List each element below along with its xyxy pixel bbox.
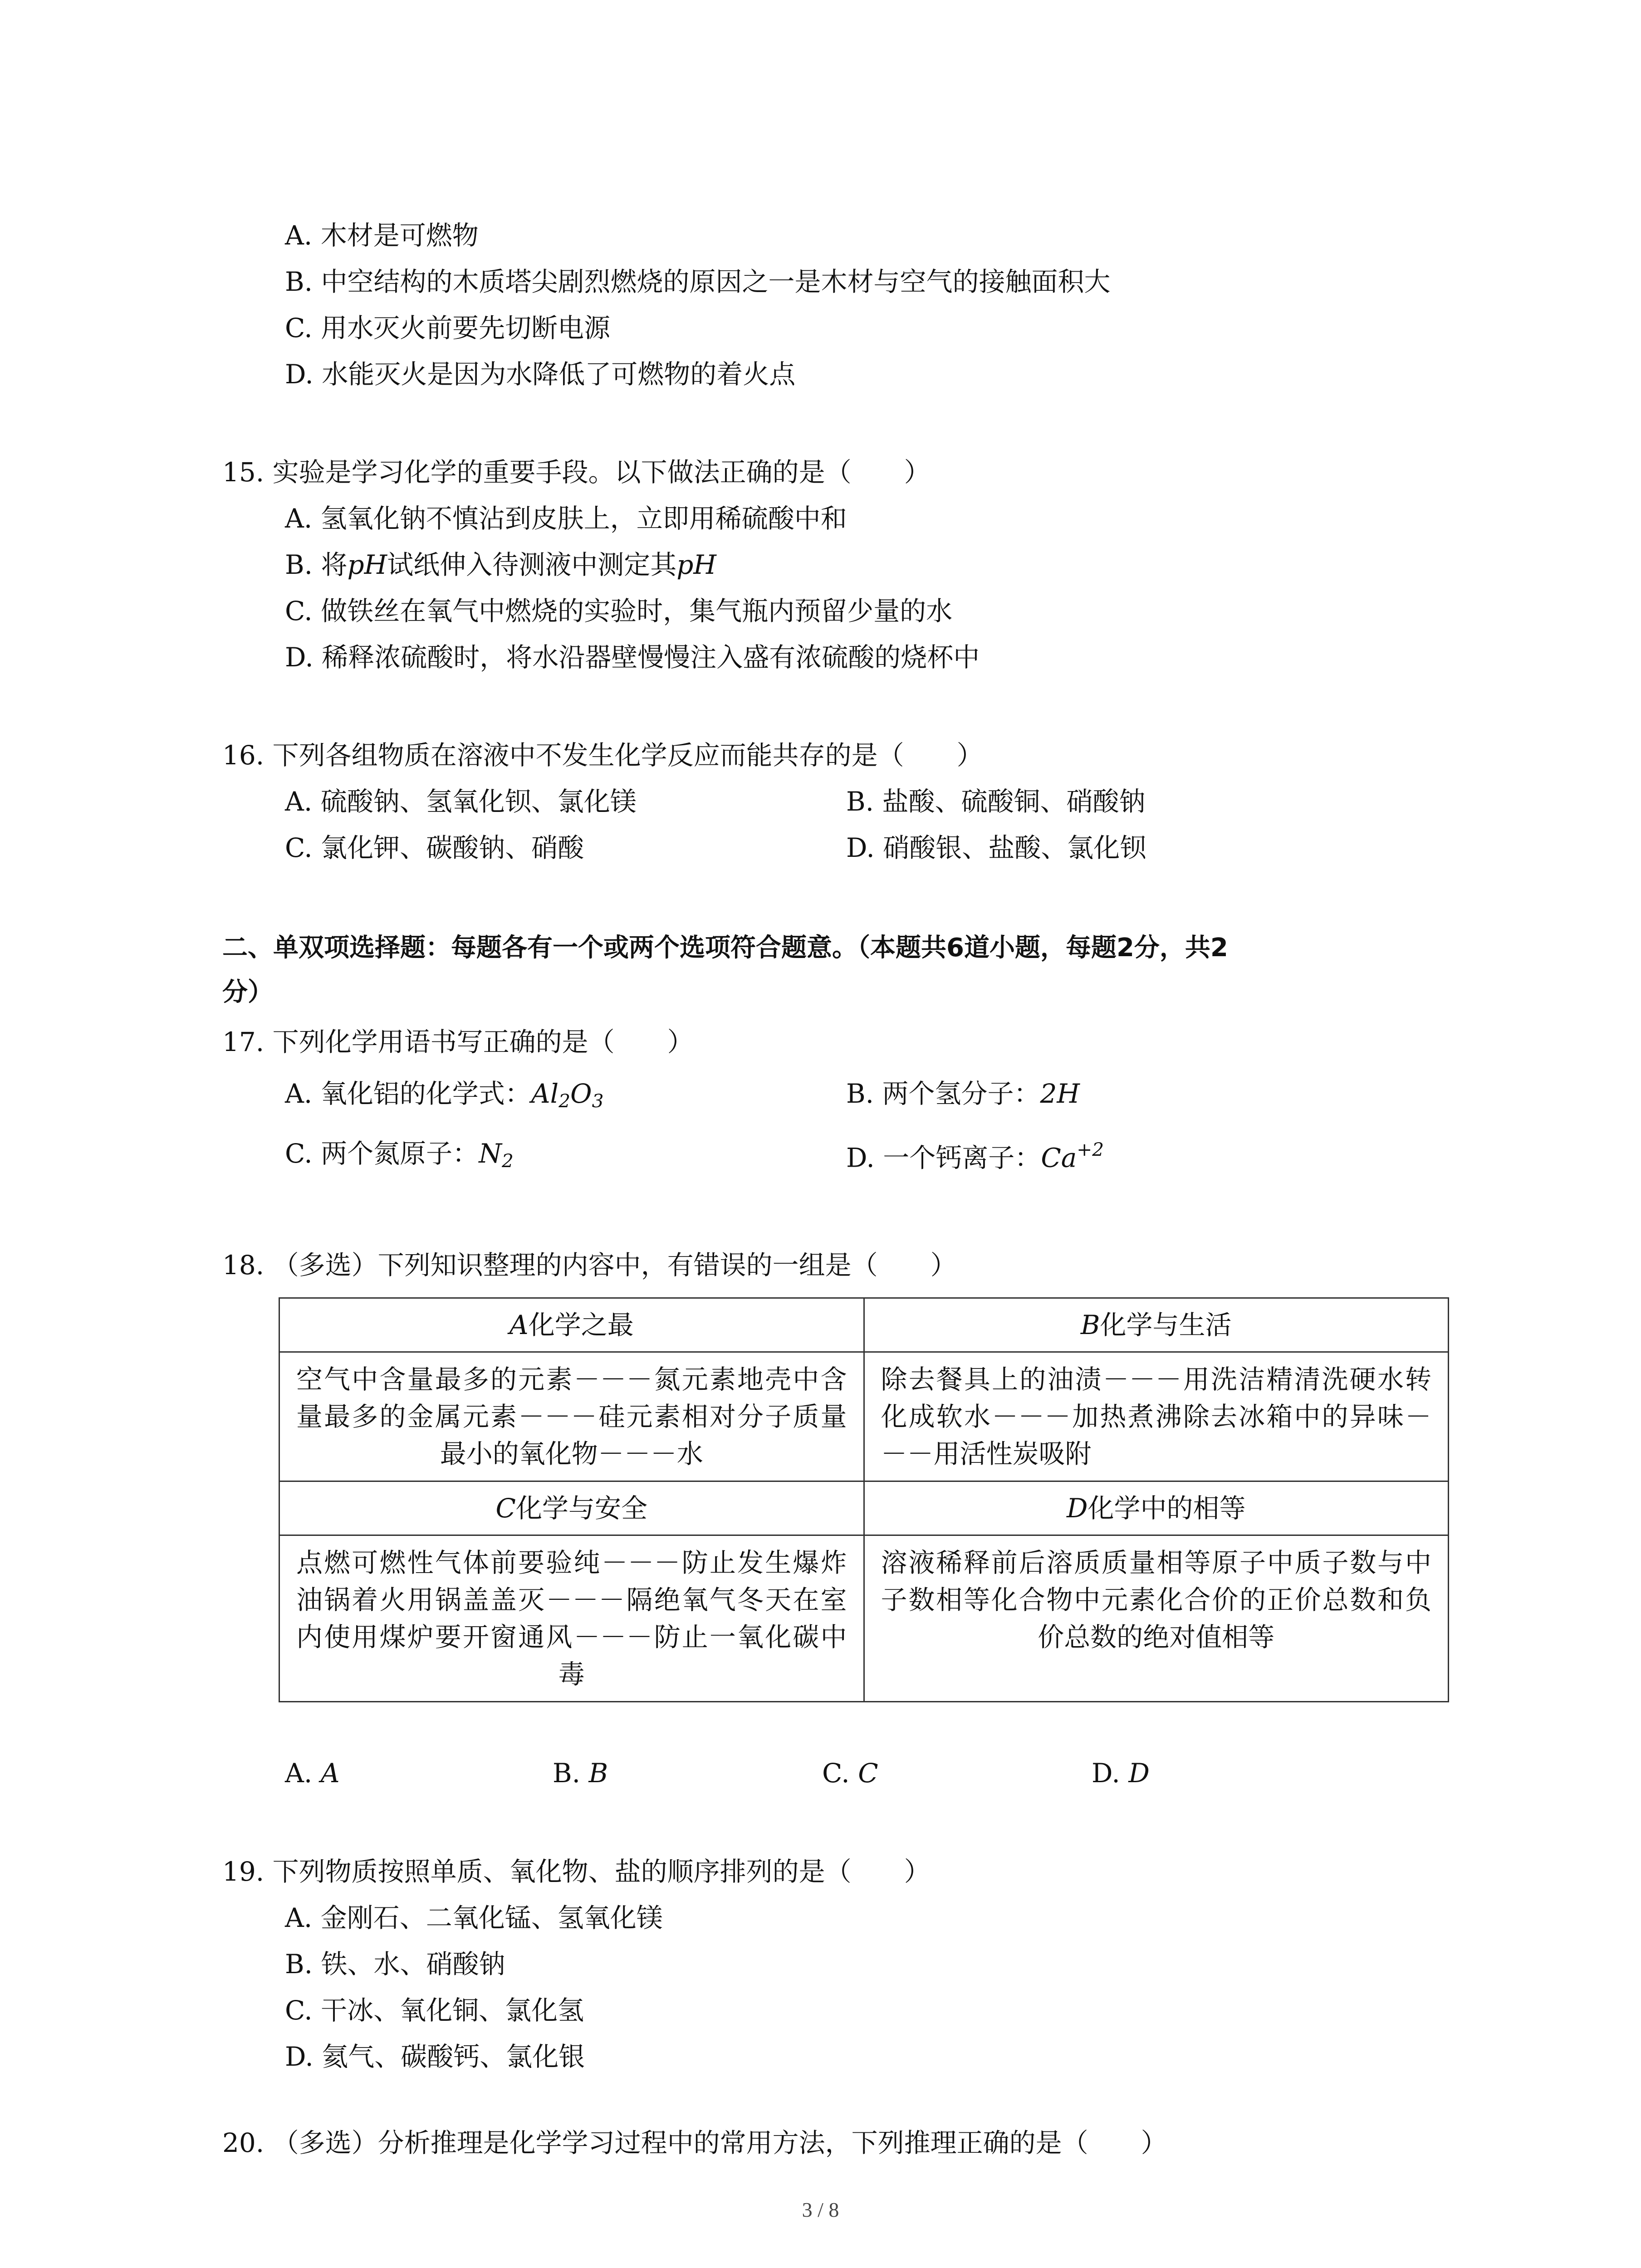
formula-superscript: +2 bbox=[1077, 1139, 1104, 1160]
q17-option-d-label: D. 一个钙离子： bbox=[846, 1142, 1041, 1173]
header-title: 化学之最 bbox=[528, 1310, 634, 1340]
header-letter: C bbox=[495, 1493, 516, 1524]
q17-stem: 17. 下列化学用语书写正确的是（ ） bbox=[222, 1026, 694, 1057]
header-letter: A bbox=[509, 1310, 529, 1340]
table-header-b bbox=[864, 1298, 1449, 1352]
q16-option-a: A. 硫酸钠、氢氧化钡、氯化镁 bbox=[285, 786, 637, 817]
option-label: A. bbox=[285, 1758, 313, 1789]
table-cell-d: 溶液稀释前后溶质质量相等原子中质子数与中子数相等化合物中元素化合价的正价总数和负价总数的绝对值相等 bbox=[864, 1535, 1449, 1702]
q20-stem: 20. （多选）分析推理是化学学习过程中的常用方法，下列推理正确的是（ ） bbox=[222, 2127, 1167, 2158]
q17-option-c bbox=[285, 1140, 514, 1170]
q18-option-a bbox=[285, 1758, 340, 1789]
option-label: D. bbox=[1092, 1758, 1120, 1789]
formula-subscript: 2 bbox=[558, 1090, 571, 1112]
ph-symbol: pH bbox=[347, 549, 387, 580]
q19-option-c: C. 干冰、氧化铜、氯化氢 bbox=[285, 1995, 584, 2026]
header-letter: D bbox=[1066, 1493, 1088, 1524]
section-heading-cont: 分） bbox=[222, 978, 273, 1007]
q16-option-c: C. 氯化钾、碳酸钠、硝酸 bbox=[285, 832, 584, 863]
formula-part: O bbox=[570, 1078, 592, 1109]
q18-option-d bbox=[1092, 1758, 1150, 1789]
q15-option-b-prefix: B. 将 bbox=[285, 549, 348, 580]
option-value: A bbox=[320, 1758, 340, 1789]
q16-option-d: D. 硝酸银、盐酸、氯化钡 bbox=[846, 832, 1146, 863]
q17-option-b-label: B. 两个氢分子： bbox=[846, 1078, 1040, 1109]
table-cell-a: 空气中含量最多的元素－－－氮元素地壳中含量最多的金属元素－－－硅元素相对分子质量最小的氧化物－－－水 bbox=[279, 1352, 864, 1481]
q18-option-c bbox=[822, 1758, 878, 1789]
q15-option-d: D. 稀释浓硫酸时，将水沿器壁慢慢注入盛有浓硫酸的烧杯中 bbox=[285, 642, 980, 673]
section-heading: 二、单双项选择题：每题各有一个或两个选项符合题意。（本题共6道小题，每题2分，共2 bbox=[222, 933, 1228, 963]
q19-stem: 19. 下列物质按照单质、氧化物、盐的顺序排列的是（ ） bbox=[222, 1856, 931, 1887]
knowledge-table bbox=[279, 1297, 1449, 1702]
table-header-a bbox=[279, 1298, 864, 1352]
option-label: B. bbox=[553, 1758, 581, 1789]
ph-symbol: pH bbox=[676, 549, 716, 580]
q14-option-d: D. 水能灭火是因为水降低了可燃物的着火点 bbox=[285, 359, 796, 390]
q17-option-c-label: C. 两个氮原子： bbox=[285, 1138, 479, 1169]
header-title: 化学与生活 bbox=[1100, 1310, 1232, 1340]
q14-option-c: C. 用水灭火前要先切断电源 bbox=[285, 313, 611, 343]
q14-option-b: B. 中空结构的木质塔尖剧烈燃烧的原因之一是木材与空气的接触面积大 bbox=[285, 266, 1111, 297]
q19-option-d: D. 氦气、碳酸钙、氯化银 bbox=[285, 2041, 585, 2072]
q19-option-b: B. 铁、水、硝酸钠 bbox=[285, 1949, 505, 1980]
q15-stem: 15. 实验是学习化学的重要手段。以下做法正确的是（ ） bbox=[222, 457, 931, 488]
q14-option-a: A. 木材是可燃物 bbox=[285, 220, 479, 251]
q17-option-b bbox=[846, 1080, 1080, 1107]
option-label: C. bbox=[822, 1758, 850, 1789]
q15-option-c: C. 做铁丝在氧气中燃烧的实验时，集气瓶内预留少量的水 bbox=[285, 596, 953, 626]
formula-part: 2H bbox=[1040, 1078, 1080, 1109]
header-letter: B bbox=[1080, 1310, 1100, 1340]
q18-stem: 18. （多选）下列知识整理的内容中，有错误的一组是（ ） bbox=[222, 1250, 957, 1281]
q17-option-a bbox=[285, 1080, 603, 1110]
formula-part: N bbox=[479, 1138, 502, 1169]
q16-option-b: B. 盐酸、硫酸铜、硝酸钠 bbox=[846, 786, 1146, 817]
formula-part: Al bbox=[531, 1078, 559, 1109]
option-value: D bbox=[1128, 1758, 1150, 1789]
q17-option-d bbox=[846, 1140, 1104, 1171]
header-title: 化学中的相等 bbox=[1087, 1493, 1246, 1524]
table-header-c bbox=[279, 1481, 864, 1535]
q18-option-b bbox=[553, 1758, 608, 1789]
q15-option-b bbox=[285, 549, 716, 580]
formula-part: Ca bbox=[1041, 1142, 1077, 1173]
formula-subscript: 3 bbox=[592, 1090, 604, 1112]
page-number: 3 / 8 bbox=[802, 2198, 839, 2221]
header-title: 化学与安全 bbox=[515, 1493, 647, 1524]
table-cell-b: 除去餐具上的油渍－－－用洗洁精清洗硬水转化成软水－－－加热煮沸除去冰箱中的异味－－－用活性炭吸附 bbox=[864, 1352, 1449, 1481]
formula-subscript: 2 bbox=[501, 1150, 514, 1172]
table-cell-c: 点燃可燃性气体前要验纯－－－防止发生爆炸油锅着火用锅盖盖灭－－－隔绝氧气冬天在室内使用煤炉要开窗通风－－－防止一氧化碳中毒 bbox=[279, 1535, 864, 1702]
q15-option-b-text: 试纸伸入待测液中测定其 bbox=[387, 549, 677, 580]
q16-stem: 16. 下列各组物质在溶液中不发生化学反应而能共存的是（ ） bbox=[222, 740, 983, 771]
q17-option-a-label: A. 氧化铝的化学式： bbox=[285, 1078, 531, 1109]
table-header-d bbox=[864, 1481, 1449, 1535]
option-value: C bbox=[858, 1758, 878, 1789]
q19-option-a: A. 金刚石、二氧化锰、氢氧化镁 bbox=[285, 1902, 663, 1933]
option-value: B bbox=[588, 1758, 608, 1789]
q15-option-a: A. 氢氧化钠不慎沾到皮肤上，立即用稀硫酸中和 bbox=[285, 503, 847, 534]
